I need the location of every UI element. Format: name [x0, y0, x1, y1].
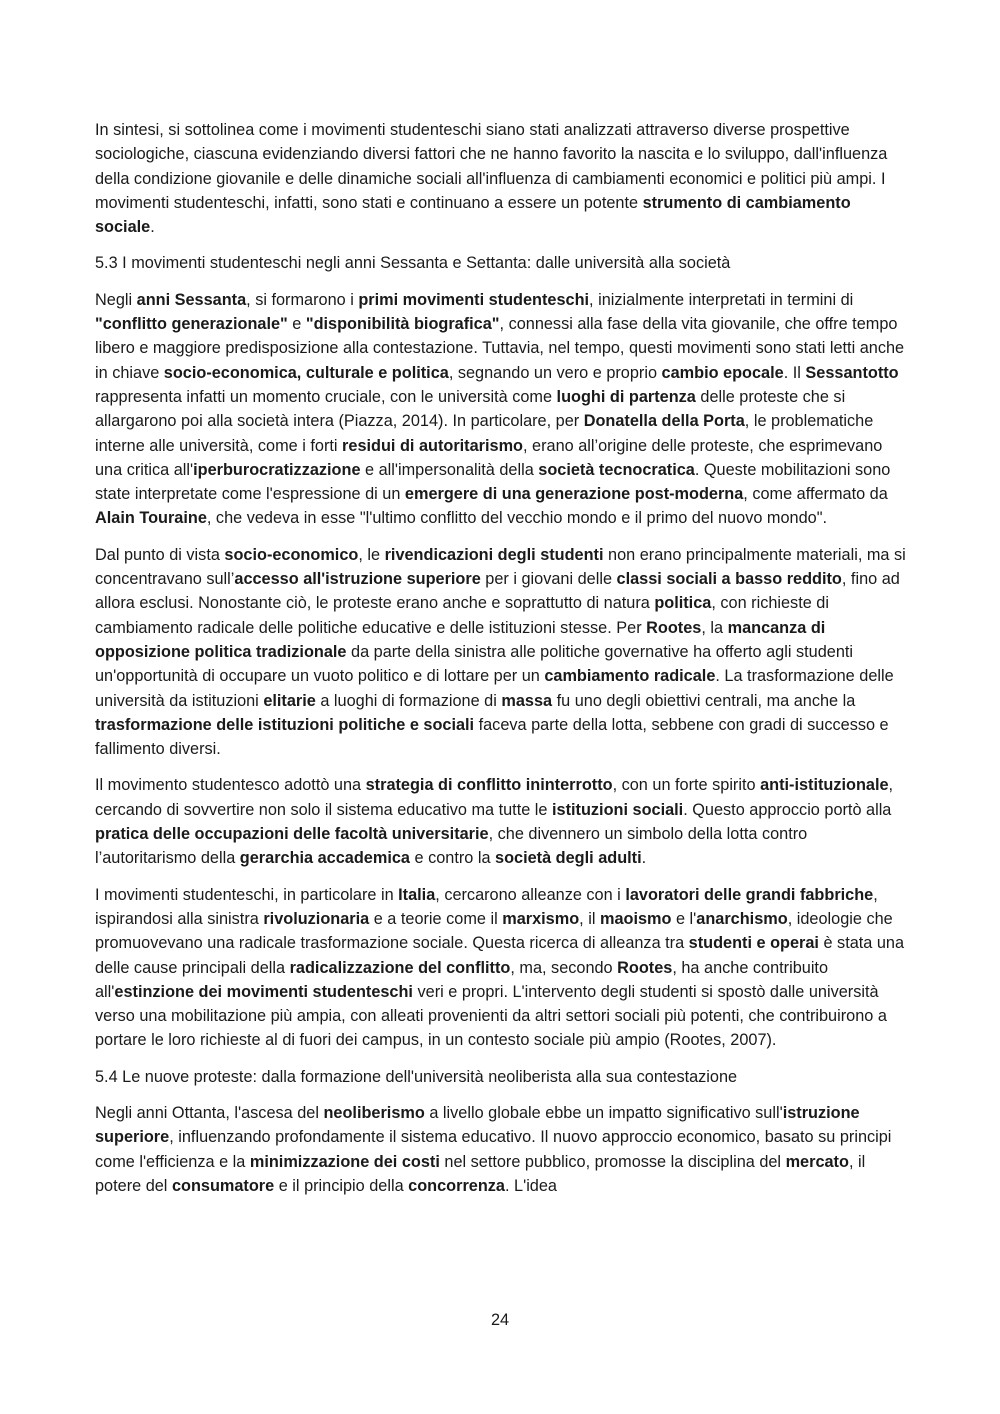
text-run: Negli anni Ottanta, l'ascesa del	[95, 1103, 324, 1122]
bold-text: società degli adulti	[495, 849, 642, 868]
text-run: In sintesi, si sottolinea come i movimenti studenteschi siano stati analizzati attraverso diverse prospettive sociologiche, ciascuna evidenziando diversi fattori che ne hanno favorito la nascita e lo sviluppo, dall'influenza della condizione giovanile e delle dinamiche sociali all'influenza di cambiamenti economici e politici più ampi. I movimenti studenteschi, infatti, sono stati e continuano a essere un potente	[95, 121, 888, 212]
text-run: faceva parte della lotta, sebbene con gradi di successo e fallimento diversi.	[95, 715, 889, 759]
body-paragraph	[95, 773, 907, 870]
text-run: . Il	[783, 363, 806, 382]
text-run: . Queste mobilitazioni sono state interpretate come l'espressione di un	[95, 460, 891, 504]
text-run: . La trasformazione delle università da istituzioni	[95, 667, 894, 710]
text-run: nel settore pubblico, promosse la disciplina del	[439, 1152, 786, 1171]
text-run: , ma, secondo	[510, 958, 618, 977]
text-run: , con un forte spirito	[612, 776, 761, 795]
bold-text: socio-economico	[224, 545, 359, 564]
bold-text: anarchismo	[696, 909, 788, 928]
bold-text: trasformazione delle istituzioni politiche e sociali	[95, 715, 475, 734]
bold-text: istruzione superiore	[95, 1103, 860, 1147]
bold-text: radicalizzazione del conflitto	[289, 958, 511, 977]
section-heading	[95, 1065, 907, 1089]
text-run: e a teorie come il	[369, 909, 503, 928]
text-run: .	[641, 849, 647, 868]
text-run: .	[150, 218, 155, 237]
bold-text: accesso all'istruzione superiore	[234, 570, 481, 589]
text-run: e l'	[671, 909, 697, 928]
document-body	[95, 118, 907, 1210]
text-run: a luoghi di formazione di	[315, 691, 502, 710]
bold-text: Donatella della Porta	[583, 412, 745, 431]
body-paragraph	[95, 118, 907, 239]
body-paragraph	[95, 883, 907, 1053]
section-heading	[95, 251, 907, 275]
bold-text: estinzione dei movimenti studenteschi	[114, 982, 413, 1001]
bold-text: rivendicazioni degli studenti	[384, 545, 604, 564]
bold-text: iperburocratizzazione	[193, 460, 361, 479]
bold-text: primi movimenti studenteschi	[358, 290, 590, 309]
bold-text: luoghi di partenza	[556, 387, 696, 406]
text-run: , cercando di sovvertire non solo il sistema educativo ma tutte le	[95, 776, 894, 819]
bold-text: strumento di cambiamento sociale	[95, 193, 851, 237]
bold-text: classi sociali a basso reddito	[616, 570, 842, 589]
text-run: , che vedeva in esse "l'ultimo conflitto del vecchio mondo e il primo del nuovo mondo".	[206, 509, 827, 528]
bold-text: gerarchia accademica	[239, 849, 410, 868]
bold-text: cambiamento radicale	[544, 667, 716, 686]
body-paragraph	[95, 1101, 907, 1198]
text-run: 5.4 Le nuove proteste: dalla formazione dell'università neoliberista alla sua contestazione	[95, 1067, 738, 1086]
text-run: non erano principalmente materiali, ma si concentravano sull’	[95, 545, 906, 589]
text-run: , con richieste di cambiamento radicale delle politiche educative e delle istituzioni stesse. Per	[95, 594, 829, 637]
text-run: , il potere del	[95, 1152, 866, 1195]
bold-text: lavoratori delle grandi fabbriche	[625, 885, 874, 904]
text-run: . L'idea	[504, 1176, 557, 1195]
bold-text: neoliberismo	[323, 1103, 425, 1122]
text-run: veri e propri. L'intervento degli studenti si spostò dalle università verso una mobilitazione più ampia, con alleati provenienti da altri settori sociali più potenti, che contribuirono a portare le loro richieste al di fuori dei campus, in un contesto sociale più ampio (Rootes, 2007).	[95, 982, 887, 1050]
bold-text: "disponibilità biografica"	[305, 315, 500, 334]
text-run: , che divennero un simbolo della lotta contro l’autoritarismo della	[95, 825, 808, 868]
bold-text: "conflitto generazionale"	[95, 315, 288, 334]
body-paragraph	[95, 288, 907, 531]
bold-text: minimizzazione dei costi	[249, 1152, 440, 1171]
text-run: per i giovani delle	[480, 570, 617, 589]
bold-text: rivoluzionaria	[263, 909, 370, 928]
bold-text: marxismo	[502, 909, 580, 928]
text-run: Negli	[95, 290, 137, 309]
bold-text: emergere di una generazione post-moderna	[404, 485, 744, 504]
text-run: Il movimento studentesco adottò una	[95, 776, 366, 795]
bold-text: Alain Touraine	[95, 509, 207, 528]
bold-text: strategia di conflitto ininterrotto	[365, 776, 613, 795]
text-run: , le problematiche interne alle università, come i forti	[95, 412, 874, 455]
text-run: , il	[579, 909, 600, 928]
bold-text: studenti e operai	[688, 934, 819, 953]
text-run: e all'impersonalità della	[360, 460, 539, 479]
bold-text: concorrenza	[408, 1176, 505, 1195]
text-run: 5.3 I movimenti studenteschi negli anni Sessanta e Settanta: dalle università alla società	[95, 254, 731, 273]
bold-text: società tecnocratica	[538, 460, 695, 479]
text-run: , le	[358, 545, 385, 564]
text-run: , connessi alla fase della vita giovanile, che offre tempo libero e maggiore predisposizione alla contestazione. Tuttavia, nel tempo, questi movimenti sono stati letti anche in chiave	[95, 315, 905, 382]
text-run: e	[287, 315, 306, 334]
bold-text: consumatore	[171, 1176, 275, 1195]
text-run: , ispirandosi alla sinistra	[95, 885, 878, 928]
body-paragraph	[95, 543, 907, 762]
bold-text: Rootes	[646, 618, 702, 637]
text-run: , fino ad allora esclusi. Nonostante ciò, le proteste erano anche e soprattutto di natura	[95, 570, 900, 613]
bold-text: cambio epocale	[661, 363, 784, 382]
bold-text: istituzioni sociali	[552, 800, 684, 819]
bold-text: mercato	[785, 1152, 849, 1171]
bold-text: mancanza di opposizione politica tradizionale	[95, 618, 826, 661]
bold-text: anti-istituzionale	[760, 776, 889, 795]
text-run: e contro la	[409, 849, 496, 868]
text-run: , influenzando profondamente il sistema educativo. Il nuovo approccio economico, basato su principi come l'efficienza e la	[95, 1128, 892, 1171]
text-run: è stata una delle cause principali della	[95, 934, 905, 977]
text-run: , erano all’origine delle proteste, che esprimevano una critica all'	[95, 436, 883, 479]
bold-text: anni Sessanta	[136, 290, 247, 309]
text-run: e il principio della	[274, 1176, 409, 1195]
text-run: , si formarono i	[246, 290, 359, 309]
text-run: I movimenti studenteschi, in particolare in	[95, 885, 399, 904]
bold-text: pratica delle occupazioni delle facoltà universitarie	[95, 825, 489, 844]
text-run: da parte della sinistra alle politiche governative ha offerto agli studenti un'opportunità di occupare un vuoto politico e di lottare per un	[95, 642, 854, 686]
text-run: rappresenta infatti un momento cruciale, con le università come	[95, 387, 557, 406]
text-run: delle proteste che si allargarono poi alla società intera (Piazza, 2014). In particolare, per	[95, 387, 846, 431]
bold-text: politica	[654, 594, 712, 613]
text-run: , ideologie che promuovevano una radicale trasformazione sociale. Questa ricerca di alleanza tra	[95, 909, 893, 953]
bold-text: massa	[501, 691, 553, 710]
page-number: 24	[490, 1311, 510, 1329]
bold-text: Sessantotto	[805, 363, 899, 382]
text-run: , cercarono alleanze con i	[435, 885, 626, 904]
bold-text: residui di autoritarismo	[342, 436, 523, 455]
text-run: a livello globale ebbe un impatto significativo sull'	[424, 1103, 783, 1122]
bold-text: socio-economica, culturale e politica	[163, 363, 449, 382]
text-run: , inizialmente interpretati in termini di	[589, 290, 854, 309]
bold-text: Rootes	[617, 958, 673, 977]
bold-text: maoismo	[599, 909, 672, 928]
text-run: , segnando un vero e proprio	[448, 363, 662, 382]
text-run: , ha anche contribuito all'	[95, 958, 829, 1001]
bold-text: elitarie	[263, 691, 316, 710]
text-run: , la	[701, 618, 728, 637]
text-run: . Questo approccio portò alla	[683, 800, 892, 819]
text-run: fu uno degli obiettivi centrali, ma anche la	[552, 691, 856, 710]
bold-text: Italia	[398, 885, 436, 904]
text-run: , come affermato da	[743, 485, 888, 504]
text-run: Dal punto di vista	[95, 545, 225, 564]
